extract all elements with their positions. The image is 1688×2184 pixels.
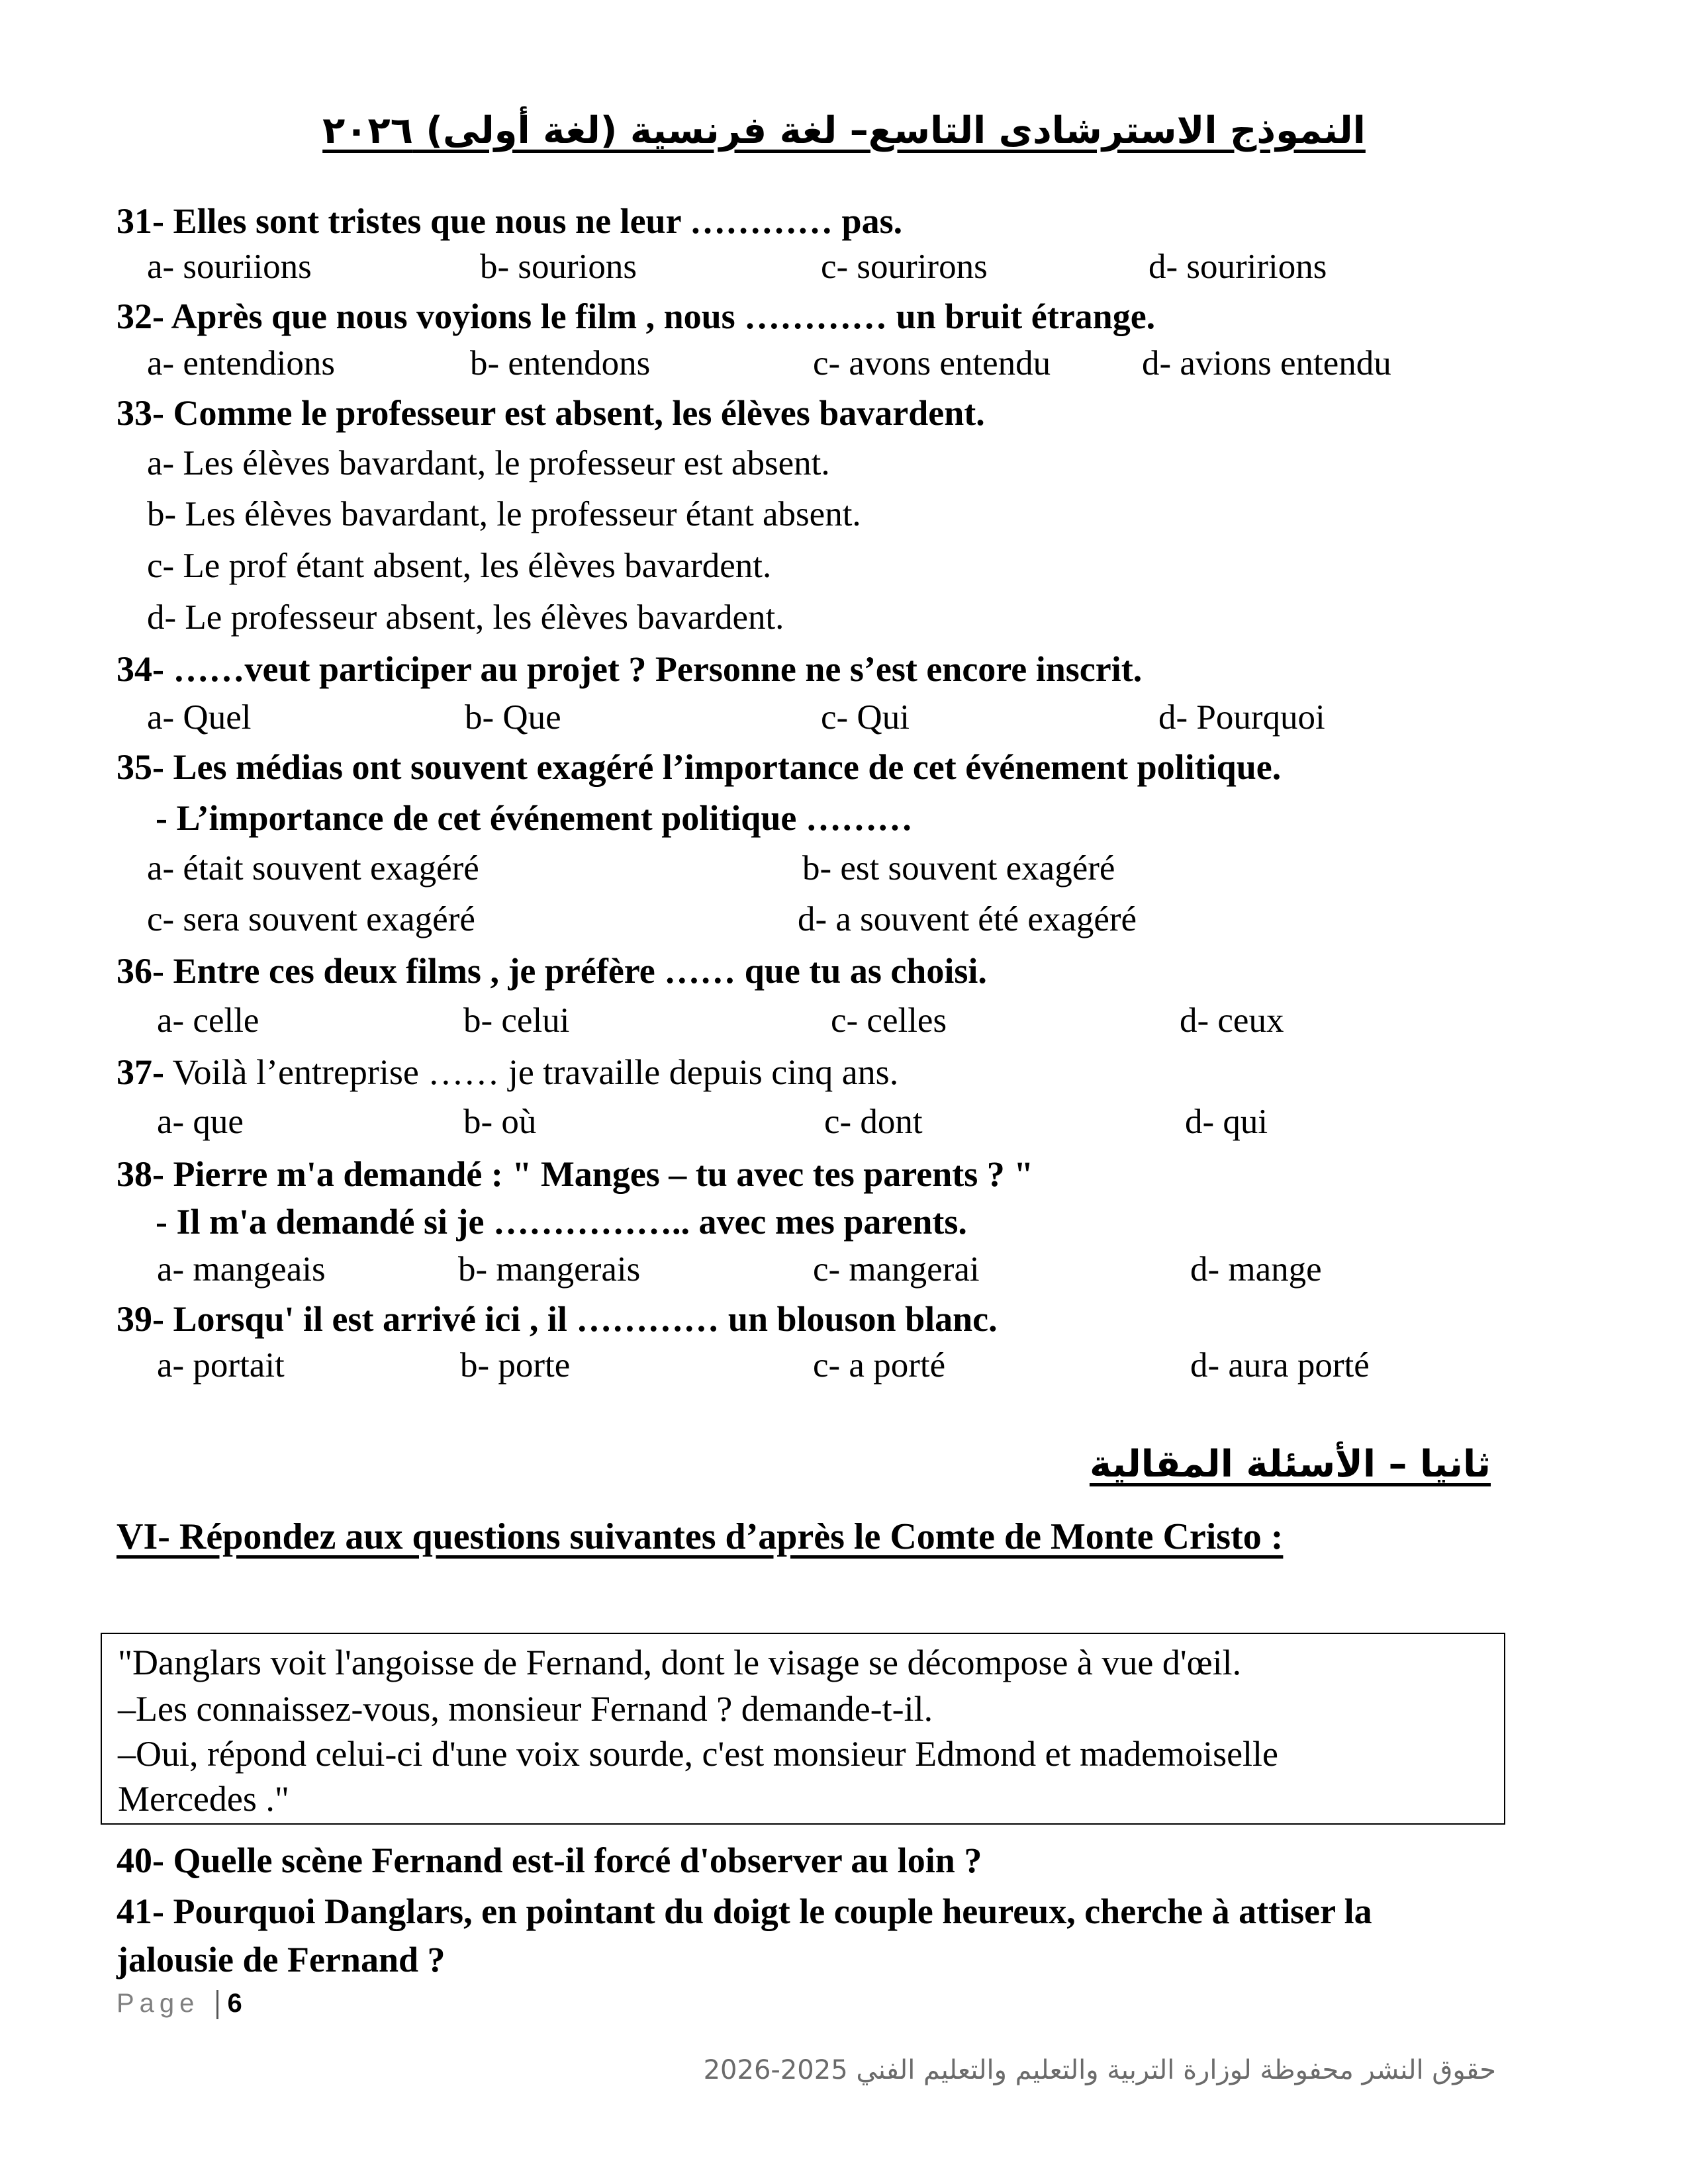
question-37-text: Voilà l’entreprise …… je travaille depuis cinq ans. <box>164 1052 899 1092</box>
option-35-b: b- est souvent exagéré <box>802 849 1115 887</box>
page-separator <box>216 1990 218 2019</box>
option-36-d: d- ceux <box>1180 1001 1284 1040</box>
question-36: 36- Entre ces deux films , je préfère …… que tu as choisi. <box>117 951 987 991</box>
option-32-d: d- avions entendu <box>1142 344 1391 383</box>
page-footer <box>117 1989 242 2019</box>
question-35-transform: - L’importance de cet événement politique ……… <box>156 798 913 838</box>
question-41-cont: jalousie de Fernand ? <box>117 1940 445 1979</box>
question-39: 39- Lorsqu' il est arrivé ici , il ………… un blouson blanc. <box>117 1299 998 1339</box>
option-36-b: b- celui <box>463 1001 570 1040</box>
option-39-b: b- porte <box>460 1346 571 1385</box>
question-40: 40- Quelle scène Fernand est-il forcé d'observer au loin ? <box>117 1841 982 1880</box>
option-34-a: a- Quel <box>147 698 252 737</box>
question-35: 35- Les médias ont souvent exagéré l’importance de cet événement politique. <box>117 747 1282 787</box>
page-number: 6 <box>227 1989 242 2018</box>
option-35-a: a- était souvent exagéré <box>147 849 479 887</box>
question-34: 34- ……veut participer au projet ? Personne ne s’est encore inscrit. <box>117 649 1143 689</box>
option-39-d: d- aura porté <box>1190 1346 1370 1385</box>
option-37-b: b- où <box>463 1103 537 1141</box>
question-37-number: 37- <box>117 1052 164 1092</box>
option-38-c: c- mangerai <box>813 1250 980 1289</box>
quote-box <box>101 1633 1505 1825</box>
option-36-a: a- celle <box>157 1001 259 1040</box>
option-31-d: d- souririons <box>1149 248 1327 286</box>
option-32-c: c- avons entendu <box>813 344 1051 383</box>
question-38: 38- Pierre m'a demandé : " Manges – tu avec tes parents ? " <box>117 1154 1034 1194</box>
option-37-a: a- que <box>157 1103 244 1141</box>
quote-line-1: "Danglars voit l'angoisse de Fernand, dont le visage se décompose à vue d'œil. <box>118 1643 1242 1682</box>
option-36-c: c- celles <box>831 1001 947 1040</box>
section-title: VI- Répondez aux questions suivantes d’après le Comte de Monte Cristo : <box>117 1516 1284 1557</box>
quote-line-3: –Oui, répond celui-ci d'une voix sourde, c'est monsieur Edmond et mademoiselle <box>118 1734 1279 1774</box>
option-39-a: a- portait <box>157 1346 285 1385</box>
option-38-b: b- mangerais <box>458 1250 641 1289</box>
option-35-c: c- sera souvent exagéré <box>147 900 475 938</box>
option-32-a: a- entendions <box>147 344 336 383</box>
option-37-c: c- dont <box>824 1103 923 1141</box>
option-38-a: a- mangeais <box>157 1250 326 1289</box>
option-33-d: d- Le professeur absent, les élèves bavardent. <box>147 598 784 637</box>
quote-line-4: Mercedes ." <box>118 1779 289 1819</box>
question-33: 33- Comme le professeur est absent, les élèves bavardent. <box>117 393 985 433</box>
option-34-d: d- Pourquoi <box>1158 698 1325 737</box>
option-34-c: c- Qui <box>821 698 910 737</box>
option-39-c: c- a porté <box>813 1346 946 1385</box>
option-34-b: b- Que <box>465 698 561 737</box>
question-32: 32- Après que nous voyions le film , nous ………… un bruit étrange. <box>117 296 1156 336</box>
option-37-d: d- qui <box>1185 1103 1268 1141</box>
option-35-d: d- a souvent été exagéré <box>798 900 1137 938</box>
quote-line-2: –Les connaissez-vous, monsieur Fernand ? demande-t-il. <box>118 1689 933 1729</box>
option-38-d: d- mange <box>1190 1250 1322 1289</box>
question-38-transform: - Il m'a demandé si je …………….. avec mes parents. <box>156 1202 967 1242</box>
option-31-a: a- souriions <box>147 248 312 286</box>
option-31-b: b- sourions <box>480 248 637 286</box>
question-31: 31- Elles sont tristes que nous ne leur ………… pas. <box>117 201 903 241</box>
copyright-notice: حقوق النشر محفوظة لوزارة التربية والتعليم والتعليم الفني 2025-2026 <box>703 2055 1496 2085</box>
question-41: 41- Pourquoi Danglars, en pointant du doigt le couple heureux, cherche à attiser la <box>117 1891 1372 1931</box>
option-33-a: a- Les élèves bavardant, le professeur est absent. <box>147 444 830 482</box>
page-label: Page <box>117 1989 200 2018</box>
page-title: النموذج الاسترشادى التاسع– لغة فرنسية (لغة أولى) ٢٠٢٦ <box>322 109 1366 152</box>
question-37 <box>117 1052 898 1093</box>
option-33-b: b- Les élèves bavardant, le professeur étant absent. <box>147 495 861 533</box>
option-31-c: c- sourirons <box>821 248 988 286</box>
option-33-c: c- Le prof étant absent, les élèves bavardent. <box>147 547 772 585</box>
option-32-b: b- entendons <box>470 344 651 383</box>
section-heading-arabic: ثانيا – الأسئلة المقالية <box>1089 1443 1491 1486</box>
